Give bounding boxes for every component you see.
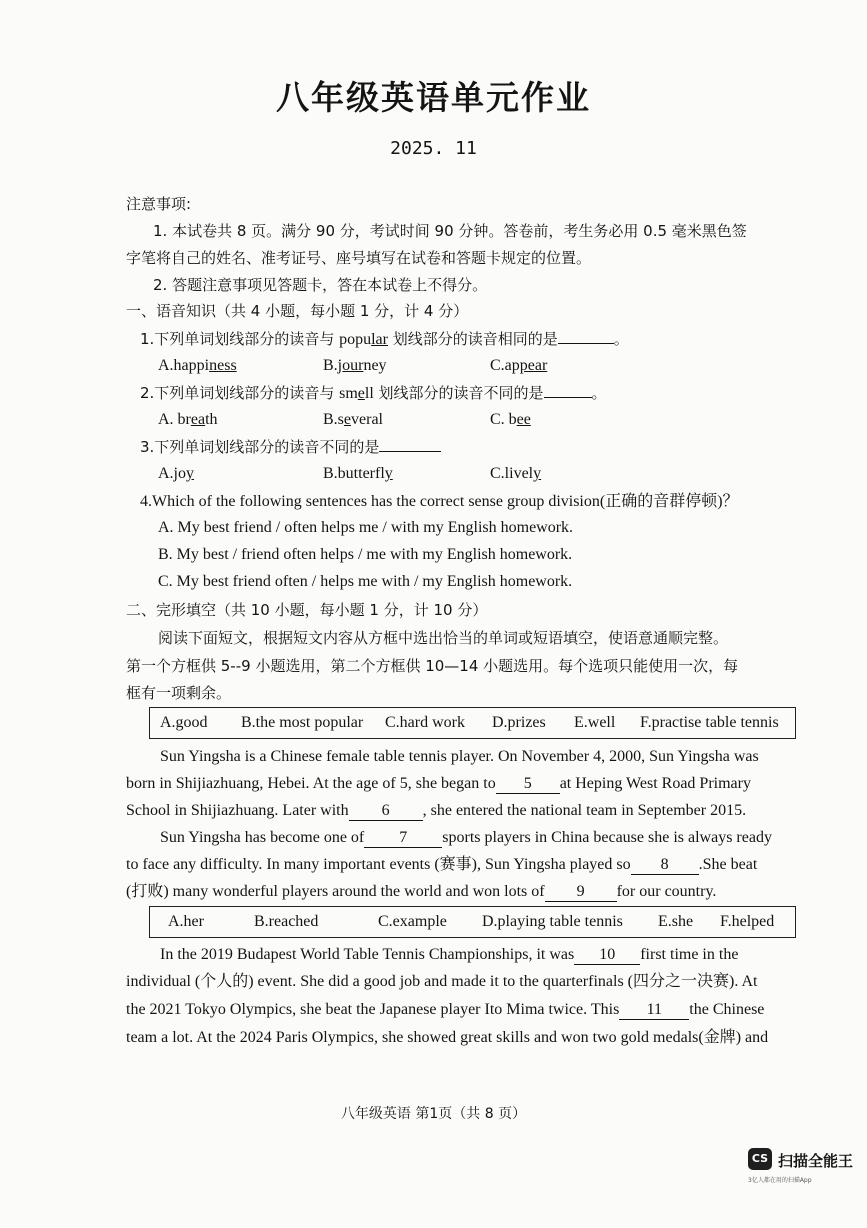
word-box-2 bbox=[149, 906, 796, 938]
instructions-line-1: 阅读下面短文，根据短文内容从方框中选出恰当的单词或短语填空，使语意通顺完整。 bbox=[158, 629, 729, 647]
word-box-2-option: E.she bbox=[658, 913, 694, 930]
q1-option-b: B.journey bbox=[323, 357, 387, 374]
scanner-watermark bbox=[748, 1148, 860, 1218]
blank-9[interactable]: 9 bbox=[545, 883, 617, 902]
q2-option-c: C. bee bbox=[490, 411, 531, 428]
blank-5[interactable]: 5 bbox=[496, 775, 560, 794]
scanner-tagline: 3亿人都在用的扫描App bbox=[748, 1177, 812, 1184]
blank-10[interactable]: 10 bbox=[574, 946, 640, 965]
passage-line: born in Shijiazhuang, Hebei. At the age of 5, she began to 5 at Heping West Road Primary bbox=[126, 775, 751, 792]
passage-line: Sun Yingsha is a Chinese female table tennis player. On November 4, 2000, Sun Yingsha was bbox=[160, 748, 759, 765]
note-2: 2. 答题注意事项见答题卡，答在本试卷上不得分。 bbox=[153, 276, 488, 294]
section-1-heading: 一、语音知识（共 4 小题，每小题 1 分，计 4 分） bbox=[126, 302, 469, 320]
answer-blank[interactable] bbox=[558, 343, 614, 344]
word-box-1-option: B.the most popular bbox=[241, 714, 364, 731]
q4-option-b: B. My best / friend often helps / me with my English homework. bbox=[158, 546, 573, 563]
instructions-line-3: 框有一项剩余。 bbox=[126, 684, 232, 702]
word-box-1-option: C.hard work bbox=[385, 714, 465, 731]
passage-line: the 2021 Tokyo Olympics, she beat the Japanese player Ito Mima twice. This 11 the Chinese bbox=[126, 1001, 765, 1018]
scanner-brand-name: 扫描全能王 bbox=[778, 1152, 854, 1170]
q4-option-c: C. My best friend often / helps me with / my English homework. bbox=[158, 573, 573, 590]
question-2: 2.下列单词划线部分的读音与 smell 划线部分的读音不同的是 。 bbox=[140, 384, 607, 402]
passage-line: individual (个人的) event. She did a good job and made it to the quarterfinals (四分之一决赛). At bbox=[126, 973, 758, 990]
q1-option-a: A.happiness bbox=[158, 357, 237, 374]
word-box-1 bbox=[149, 707, 796, 739]
q2-option-b: B.several bbox=[323, 411, 383, 428]
word-box-2-option: C.example bbox=[378, 913, 447, 930]
passage-line: (打败) many wonderful players around the world and won lots of 9 for our country. bbox=[126, 883, 717, 900]
passage-line: team a lot. At the 2024 Paris Olympics, she showed great skills and won two gold medals(金牌) and bbox=[126, 1029, 769, 1046]
word-box-1-option: A.good bbox=[160, 714, 208, 731]
q1-option-c: C.appear bbox=[490, 357, 548, 374]
blank-8[interactable]: 8 bbox=[631, 856, 699, 875]
note-1-line-1: 1. 本试卷共 8 页。满分 90 分，考试时间 90 分钟。答卷前，考生务必用 0.5 毫米黑色签 bbox=[153, 222, 747, 240]
section-2-heading: 二、完形填空（共 10 小题，每小题 1 分，计 10 分） bbox=[126, 601, 488, 619]
note-1-line-2: 字笔将自己的姓名、准考证号、座号填写在试卷和答题卡规定的位置。 bbox=[126, 249, 592, 267]
answer-blank[interactable] bbox=[379, 451, 441, 452]
word-box-1-option: F.practise table tennis bbox=[640, 714, 779, 731]
blank-7[interactable]: 7 bbox=[364, 829, 442, 848]
instructions-line-2: 第一个方框供 5--9 小题选用，第二个方框供 10—14 小题选用。每个选项只能使用一次，每 bbox=[126, 657, 739, 675]
q3-option-b: B.butterfly bbox=[323, 465, 393, 482]
word-box-1-option: D.prizes bbox=[492, 714, 546, 731]
q3-option-c: C.lively bbox=[490, 465, 542, 482]
answer-blank[interactable] bbox=[544, 397, 592, 398]
question-4: 4.Which of the following sentences has the correct sense group division(正确的音群停顿)？ bbox=[140, 493, 739, 510]
q2-option-a: A. breath bbox=[158, 411, 218, 428]
exam-date: 2025. 11 bbox=[390, 138, 477, 159]
q4-option-a: A. My best friend / often helps me / with my English homework. bbox=[158, 519, 574, 536]
scanner-logo-icon: CS bbox=[748, 1148, 772, 1170]
blank-6[interactable]: 6 bbox=[349, 802, 423, 821]
word-box-2-option: F.helped bbox=[720, 913, 775, 930]
word-box-1-option: E.well bbox=[574, 714, 616, 731]
passage-line: School in Shijiazhuang. Later with 6 , she entered the national team in September 2015. bbox=[126, 802, 747, 819]
word-box-2-option: D.playing table tennis bbox=[482, 913, 623, 930]
page-footer: 八年级英语 第1页（共 8 页） bbox=[340, 1106, 527, 1122]
exam-title: 八年级英语单元作业 bbox=[276, 78, 591, 117]
passage-line: In the 2019 Budapest World Table Tennis Championships, it was 10 first time in the bbox=[160, 946, 739, 963]
blank-11[interactable]: 11 bbox=[619, 1001, 689, 1020]
notes-heading: 注意事项: bbox=[126, 195, 192, 213]
passage-line: to face any difficulty. In many important events (赛事), Sun Yingsha played so 8 .She beat bbox=[126, 856, 758, 873]
q3-option-a: A.joy bbox=[158, 465, 194, 482]
word-box-2-option: A.her bbox=[168, 913, 204, 930]
word-box-2-option: B.reached bbox=[254, 913, 319, 930]
question-3: 3.下列单词划线部分的读音不同的是 bbox=[140, 437, 441, 457]
passage-line: Sun Yingsha has become one of 7 sports players in China because she is always ready bbox=[160, 829, 772, 846]
question-1: 1.下列单词划线部分的读音与 popular 划线部分的读音相同的是 。 bbox=[140, 330, 629, 348]
